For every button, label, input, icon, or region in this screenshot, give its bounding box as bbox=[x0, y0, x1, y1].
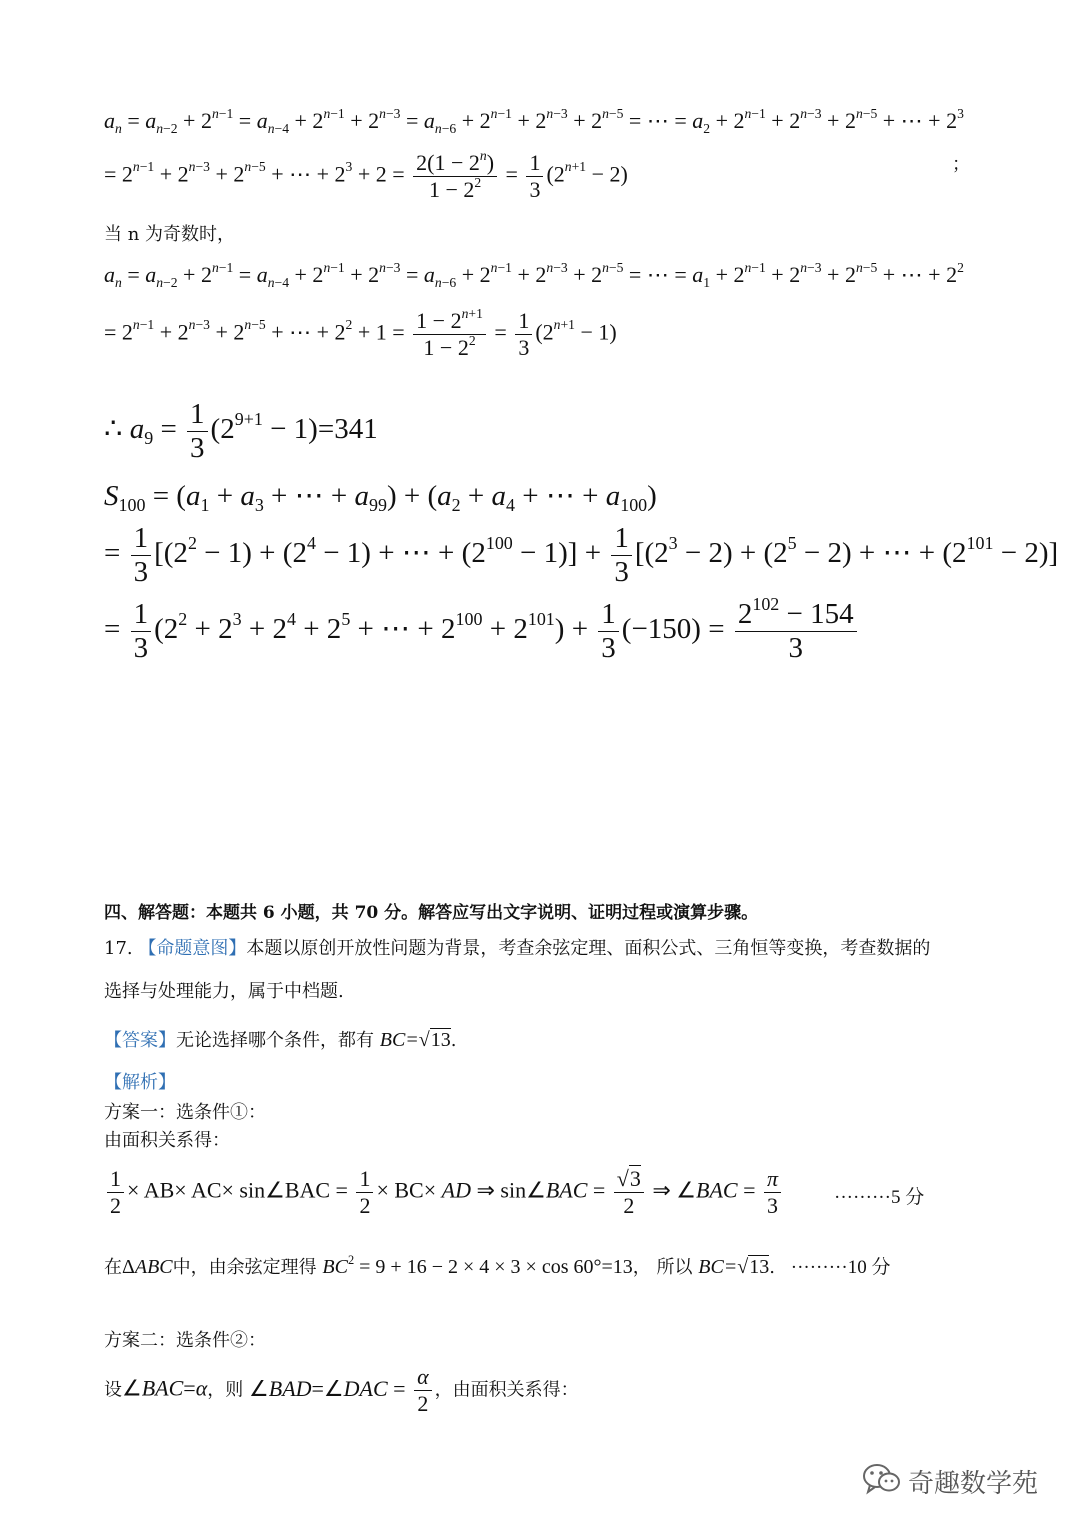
answer-tag: 【答案】 bbox=[104, 1030, 176, 1051]
plan2-tail: ，由面积关系得： bbox=[434, 1379, 579, 1401]
even-case-line-2: = $2^{n-1} + 2^{n-3} + 2^{n-5}$ + ⋯ + $2^3 + 2$ = $\frac{2(1 - 2^n)}{1 - 2^2}$ = $\frac{1}{3}$ $(2^{n+1} - 2)$ bbox=[104, 147, 628, 202]
analysis-tag: 【解析】 bbox=[104, 1072, 176, 1093]
q17-intent-line-2: 选择与处理能力，属于中档题. bbox=[104, 981, 344, 1002]
answer-text: 无论选择哪个条件，都有 bbox=[176, 1030, 374, 1051]
plan2-eq1: ∠BAC=α bbox=[122, 1375, 208, 1401]
wechat-icon bbox=[862, 1462, 902, 1501]
plan1-title: 方案一：选条件①： bbox=[104, 1102, 266, 1123]
question-number: 17. bbox=[104, 938, 133, 959]
section-heading: 四、解答题：本题共 6 小题，共 70 分。解答应写出文字说明、证明过程或演算步骤。 bbox=[104, 903, 759, 923]
watermark bbox=[862, 1462, 1038, 1501]
answer-line bbox=[104, 1026, 457, 1052]
plan2-title: 方案二：选条件②： bbox=[104, 1330, 266, 1351]
odd-case-line-1: $a_n = a_{n-2} + 2^{n-1} = a_{n-4} + 2^{n-1} + 2^{n-3} = a_{n-6} + 2^{n-1} + 2^{n-3} + 2^{n-5}$ = ⋯ = $a_1 + 2^{n-1} + 2^{n-3} + 2^{n-5}$ + ⋯ + $2^2$ bbox=[104, 259, 964, 290]
plan1-area-label: 由面积关系得： bbox=[104, 1130, 230, 1151]
odd-case-line-2: = $2^{n-1} + 2^{n-3} + 2^{n-5}$ + ⋯ + $2^2 + 1$ = $\frac{1 - 2^{n+1}}{1 - 2^2}$ = $\frac{1}{3}$ $(2^{n+1} - 1)$ bbox=[104, 305, 617, 360]
answer-math: BC=√13 bbox=[379, 1029, 451, 1051]
s100-line-1: $S_{100} = (a_1 + a_3$ + ⋯ + $a_{99}) + (a_2 + a_4$ + ⋯ + $a_{100}$) bbox=[104, 480, 657, 516]
answer-end: . bbox=[450, 1030, 457, 1051]
cos-prefix: 在 bbox=[104, 1257, 122, 1278]
cos-end: . bbox=[769, 1257, 776, 1278]
cos-equation: $BC^2 = 9 + 16 - 2 \times 4 \times 3 \times \cos 60^\circ=13$ bbox=[322, 1252, 633, 1278]
cos-triangle: ΔABC bbox=[122, 1256, 173, 1278]
cos-so: ， 所以 bbox=[632, 1257, 693, 1278]
cosine-line bbox=[104, 1252, 890, 1279]
odd-case-label: 当 n 为奇数时， bbox=[104, 224, 236, 245]
cos-result: BC=√13 bbox=[698, 1256, 770, 1278]
score-5: ·········5 分 bbox=[834, 1187, 925, 1208]
intent-text: 本题以原创开放性问题为背景，考查余弦定理、面积公式、三角恒等变换，考查数据的 bbox=[246, 938, 931, 959]
s100-line-2: = $\frac{1}{3}$ [$(2^2 - 1) + (2^4 - 1)$ + ⋯ + $(2^{100} - 1)$] + $\frac{1}{3}$ [$(2^3 - 2) + (2^5 - 2)$ + ⋯ + $(2^{101} - 2)$] bbox=[104, 522, 1059, 588]
cos-mid: 中，由余弦定理得 bbox=[172, 1257, 317, 1278]
plan2-then: ，则 bbox=[207, 1379, 244, 1401]
a9-result: ∴ $a_9$ = $\frac{1}{3}$ $(2^{9+1} - 1)=341$ bbox=[104, 398, 378, 464]
plan2-eq2: ∠BAD=∠DAC = $\frac{\alpha}{2}$ bbox=[249, 1376, 435, 1401]
plan2-let: 设 bbox=[104, 1379, 122, 1401]
plan1-equation: $\frac{1}{2}$ × AB× AC× sin∠BAC = $\frac{1}{2}$ × BC× AD ⇒ sin∠BAC = $\frac{√3}{2}$ ⇒ ∠BAC = $\frac{\pi}{3}$ bbox=[104, 1166, 784, 1219]
even-case-punct: ； bbox=[952, 154, 970, 175]
score-10: ·········10 分 bbox=[790, 1257, 891, 1278]
intent-tag: 【命题意图】 bbox=[138, 938, 247, 959]
q17-intent-line-1 bbox=[104, 934, 930, 960]
watermark-text: 奇趣数学苑 bbox=[908, 1469, 1039, 1499]
s100-line-3: = $\frac{1}{3}$ ($2^2 + 2^3 + 2^4 + 2^5$ + ⋯ + $2^{100} + 2^{101}$) + $\frac{1}{3}$ (−150) = $\frac{2^{102} - 154}{3}$ bbox=[104, 598, 860, 665]
even-case-line-1: $a_n = a_{n-2} + 2^{n-1} = a_{n-4} + 2^{n-1} + 2^{n-3} = a_{n-6} + 2^{n-1} + 2^{n-3} + 2^{n-5}$ = ⋯ = $a_2 + 2^{n-1} + 2^{n-3} + 2^{n-5}$ + ⋯ + $2^3$ bbox=[104, 105, 964, 136]
plan2-line bbox=[104, 1364, 579, 1417]
